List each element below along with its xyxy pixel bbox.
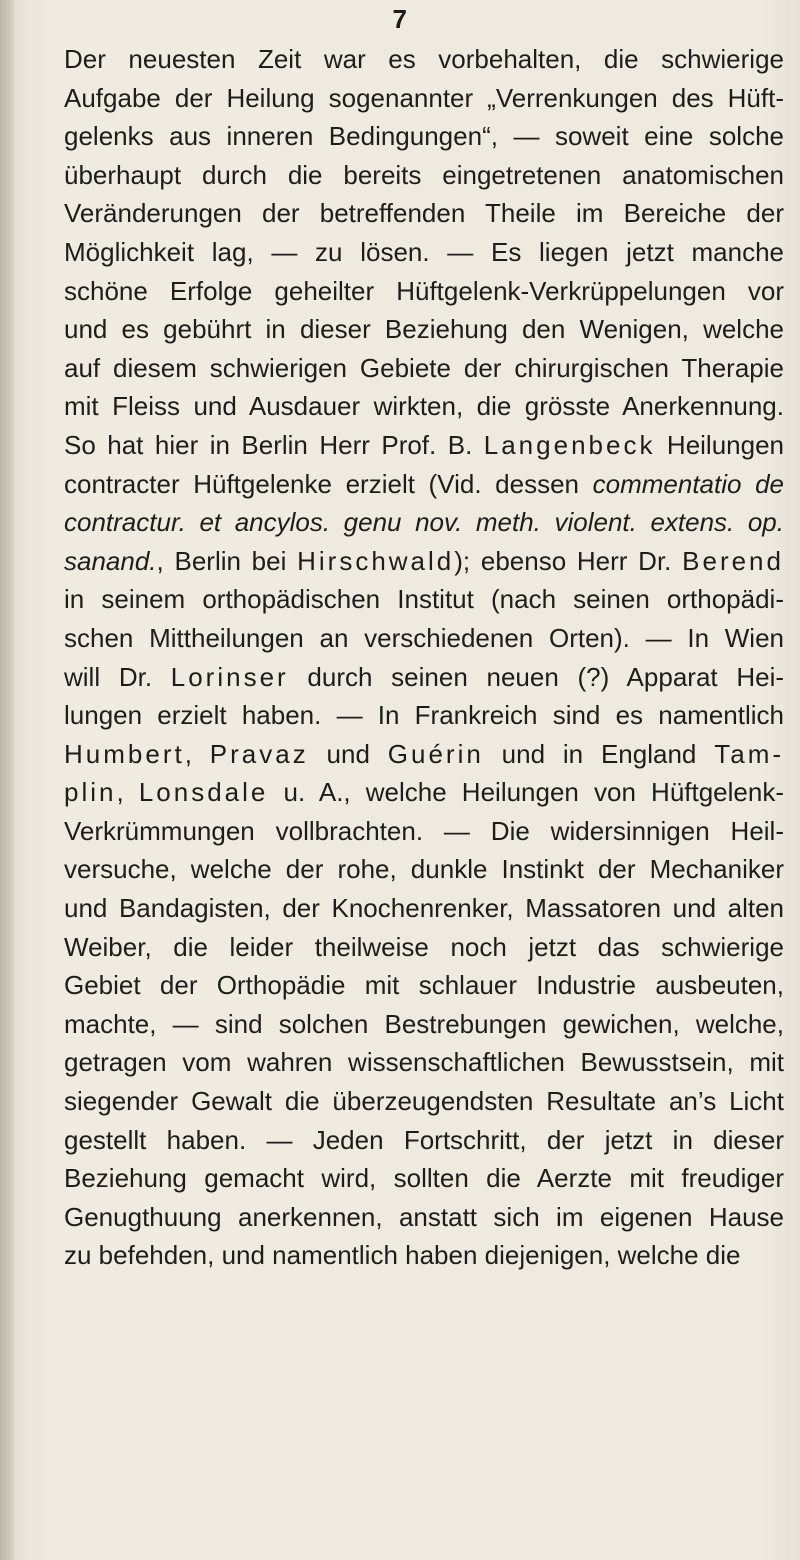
text-line: siegender Gewalt die überzeugendsten Resultate an’s Licht <box>64 1086 784 1117</box>
text-line: lungen erzielt haben. — In Frankreich sind es namentlich <box>64 700 784 731</box>
text-line: gelenks aus inneren Bedingungen“, — soweit eine solche <box>64 121 784 152</box>
text-line: schen Mittheilungen an verschiedenen Orten). — In Wien <box>64 622 784 653</box>
text-line: Gebiet der Orthopädie mit schlauer Industrie ausbeuten, <box>64 970 784 1001</box>
text-line: Möglichkeit lag, — zu lösen. — Es liegen jetzt manche <box>64 236 784 267</box>
text-line: Genugthuung anerkennen, anstatt sich im eigenen Hause <box>64 1201 784 1232</box>
text-line: zu befehden, und namentlich haben diejenigen, welche die <box>64 1240 741 1271</box>
text-line: Humbert, Pravaz und Guérin und in England Tam- <box>64 738 784 769</box>
text-line: in seinem orthopädischen Institut (nach seinen orthopädi- <box>64 584 784 615</box>
text-line: überhaupt durch die bereits eingetretenen anatomischen <box>64 159 784 190</box>
text-line: plin, Lonsdale u. A., welche Heilungen von Hüftgelenk- <box>64 777 784 808</box>
text-line: sanand., Berlin bei Hirschwald); ebenso Herr Dr. Berend <box>64 545 784 576</box>
text-line: und es gebührt in dieser Beziehung den Wenigen, welche <box>64 314 784 345</box>
binding-edge <box>0 0 14 1560</box>
text-line: machte, — sind solchen Bestrebungen gewichen, welche, <box>64 1008 784 1039</box>
text-line: Veränderungen der betreffenden Theile im Bereiche der <box>64 198 784 229</box>
page-number: 7 <box>392 4 408 34</box>
text-line: mit Fleiss und Ausdauer wirkten, die grösste Anerkennung. <box>64 391 784 422</box>
text-line: Beziehung gemacht wird, sollten die Aerzte mit freudiger <box>64 1163 784 1194</box>
text-line: Verkrümmungen vollbrachten. — Die widersinnigen Heil- <box>64 815 784 846</box>
text-line: So hat hier in Berlin Herr Prof. B. Langenbeck Heilungen <box>64 429 784 460</box>
text-line: contracter Hüftgelenke erzielt (Vid. dessen commentatio de <box>64 468 784 499</box>
text-line: Weiber, die leider theilweise noch jetzt das schwierige <box>64 931 784 962</box>
text-line: auf diesem schwierigen Gebiete der chirurgischen Therapie <box>64 352 784 383</box>
text-line: Der neuesten Zeit war es vorbehalten, die schwierige <box>64 44 784 74</box>
text-line: gestellt haben. — Jeden Fortschritt, der jetzt in dieser <box>64 1124 784 1155</box>
text-line: und Bandagisten, der Knochenrenker, Massatoren und alten <box>64 893 784 924</box>
text-line: will Dr. Lorinser durch seinen neuen (?) Apparat Hei- <box>64 661 784 692</box>
text-line: getragen vom wahren wissenschaftlichen Bewusstsein, mit <box>64 1047 784 1078</box>
text-line: contractur. et ancylos. genu nov. meth. violent. extens. op. <box>64 507 784 538</box>
text-line: versuche, welche der rohe, dunkle Instinkt der Mechaniker <box>64 854 784 885</box>
text-line: Aufgabe der Heilung sogenannter „Verrenkungen des Hüft- <box>64 82 784 113</box>
body-text <box>64 40 784 1275</box>
text-line: schöne Erfolge geheilter Hüftgelenk-Verkrüppelungen vor <box>64 275 784 306</box>
